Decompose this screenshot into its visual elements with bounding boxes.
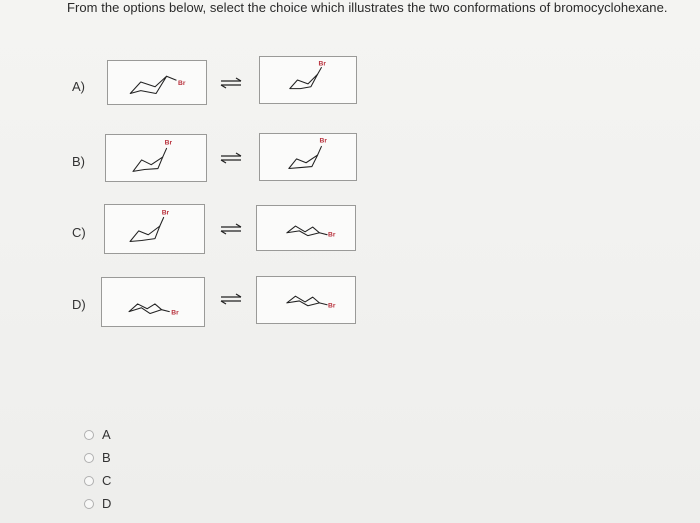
bromo-substituent-label: Br xyxy=(164,139,173,147)
radio-button-icon[interactable] xyxy=(84,453,94,463)
option-a-label: A) xyxy=(72,79,85,94)
choice-label: B xyxy=(102,450,111,465)
cyclohexane-chair-icon xyxy=(105,205,204,253)
cyclohexane-chair-icon xyxy=(260,57,356,103)
bromo-substituent-label: Br xyxy=(328,231,336,239)
option-c-left-structure xyxy=(104,204,205,254)
choice-c[interactable] xyxy=(84,469,111,492)
radio-button-icon[interactable] xyxy=(84,499,94,509)
option-b-equilibrium-arrows-icon xyxy=(219,151,243,165)
option-c-right-structure xyxy=(256,205,356,251)
cyclohexane-chair-icon xyxy=(106,135,206,181)
option-a-left-structure xyxy=(107,60,207,105)
option-d-label: D) xyxy=(72,297,86,312)
answer-choices xyxy=(84,423,111,515)
option-a-right-structure xyxy=(259,56,357,104)
radio-button-icon[interactable] xyxy=(84,476,94,486)
radio-button-icon[interactable] xyxy=(84,430,94,440)
bromo-substituent-label: Br xyxy=(161,209,170,217)
choice-label: C xyxy=(102,473,112,488)
option-c-label: C) xyxy=(72,225,86,240)
cyclohexane-chair-icon xyxy=(108,61,206,104)
choice-b[interactable] xyxy=(84,446,111,469)
choice-label: A xyxy=(102,427,111,442)
option-a-equilibrium-arrows-icon xyxy=(219,76,243,90)
option-d-right-structure xyxy=(256,276,356,324)
cyclohexane-chair-icon xyxy=(257,277,355,323)
bromo-substituent-label: Br xyxy=(178,79,186,87)
cyclohexane-chair-icon xyxy=(257,206,355,250)
bromo-substituent-label: Br xyxy=(319,137,327,145)
bromo-substituent-label: Br xyxy=(318,60,326,68)
option-d-equilibrium-arrows-icon xyxy=(219,292,243,306)
bromo-substituent-label: Br xyxy=(171,309,179,317)
question-text: From the options below, select the choice which illustrates the two conformations of bromocyclohexane. xyxy=(67,0,668,15)
bromo-substituent-label: Br xyxy=(328,302,336,310)
choice-d[interactable] xyxy=(84,492,111,515)
option-d-left-structure xyxy=(101,277,205,327)
option-b-right-structure xyxy=(259,133,357,181)
option-b-label: B) xyxy=(72,154,85,169)
option-c-equilibrium-arrows-icon xyxy=(219,222,243,236)
choice-label: D xyxy=(102,496,112,511)
choice-a[interactable] xyxy=(84,423,111,446)
option-b-left-structure xyxy=(105,134,207,182)
cyclohexane-chair-icon xyxy=(102,278,204,326)
cyclohexane-chair-icon xyxy=(260,134,356,180)
